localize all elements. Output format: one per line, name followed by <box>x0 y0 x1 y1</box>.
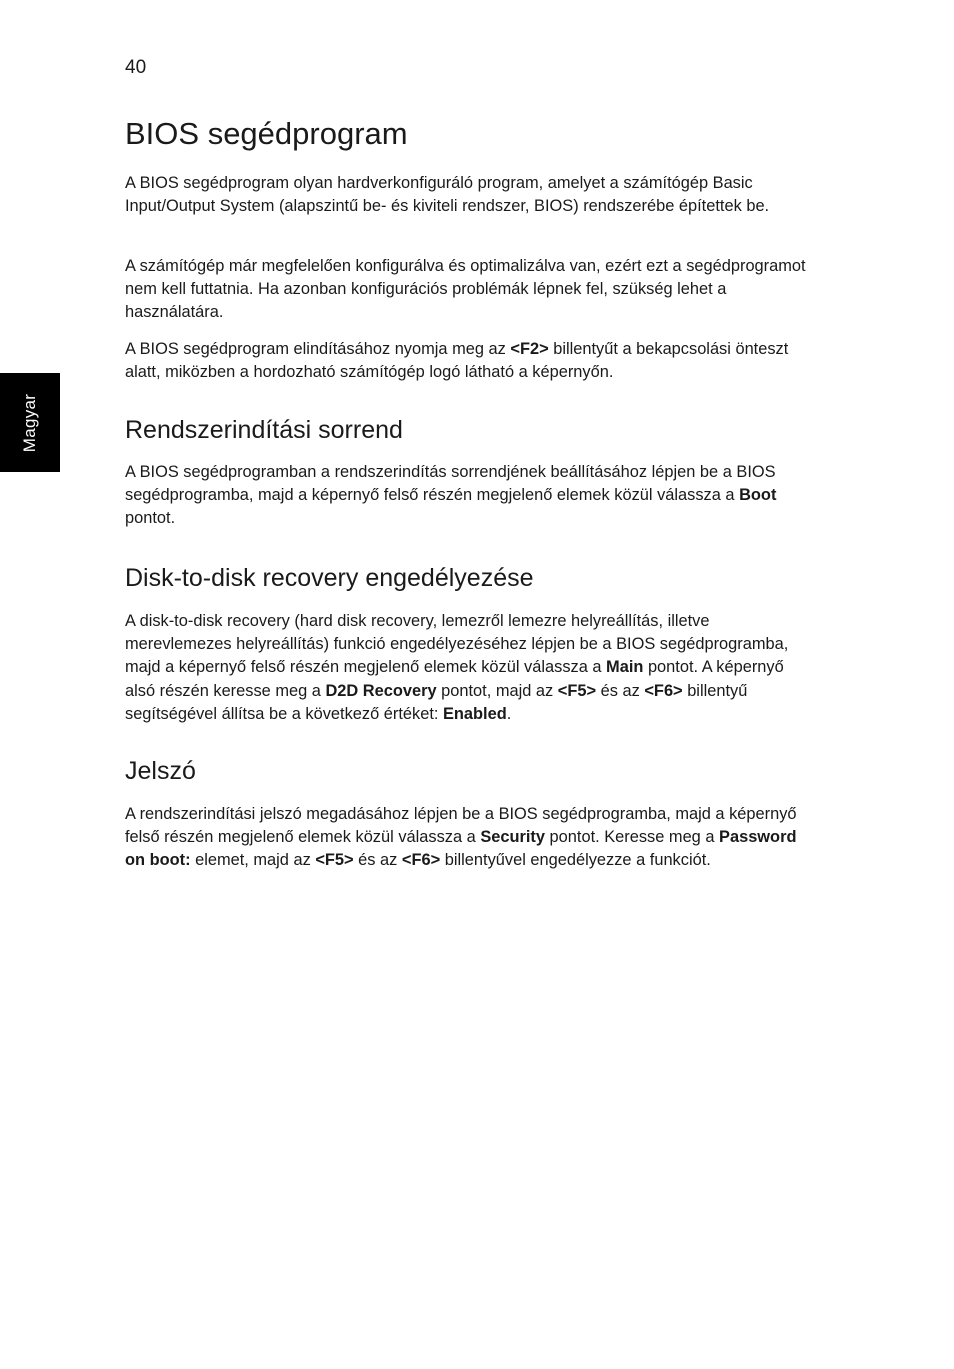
key-f5: <F5> <box>315 851 354 870</box>
d2d-paragraph: A disk-to-disk recovery (hard disk recovery, lemezről lemezre helyreállítás, illetve merevlemezes helyreállítás) funkció engedélyezéséhez lépjen be a BIOS segédprogramba, majd a képernyő felső részén megjelenő elemek közül válassza a Main pontot. A képernyő alsó részén keresse meg a D2D Recovery pontot, majd az <F5> és az <F6> billentyű segítségével állítsa be a következő értéket: Enabled. <box>125 612 789 723</box>
term-enabled: Enabled <box>442 704 507 723</box>
password-paragraph: A rendszerindítási jelszó megadásához lépjen be a BIOS segédprogramba, majd a képernyő felső részén megjelenő elemek közül válassza a Security pontot. Keresse meg a Password on boot: elemet, majd az <F5> és az <F6> billentyűvel engedélyezze a funkciót. <box>125 805 797 870</box>
term-main: Main <box>606 658 644 677</box>
key-f5: <F5> <box>557 681 597 700</box>
section-heading-d2d: Disk-to-disk recovery engedélyezése <box>125 564 534 592</box>
section-heading-boot-order: Rendszerindítási sorrend <box>125 416 403 444</box>
term-password-on-boot: Password on boot: <box>125 828 797 870</box>
key-f2: <F2> <box>510 340 549 358</box>
intro-paragraph-2: A számítógép már megfelelően konfigurálva és optimalizálva van, ezért ezt a segédprogramot nem kell futtatnia. Ha azonban konfigurációs problémák lépnek fel, szükség lehet a használatára. <box>125 257 806 322</box>
term-d2d-recovery: D2D Recovery <box>325 681 437 700</box>
boot-order-paragraph: A BIOS segédprogramban a rendszerindítás sorrendjének beállításához lépjen be a BIOS segédprogramba, majd a képernyő felső részén megjelenő elemek közül válassza a Boot pontot. <box>125 463 777 528</box>
intro-paragraph-3: A BIOS segédprogram elindításához nyomja meg az <F2> billentyűt a bekapcsolási önteszt alatt, miközben a hordozható számítógép logó látható a képernyőn. <box>125 340 789 382</box>
page-number: 40 <box>125 57 147 78</box>
section-heading-password: Jelszó <box>125 757 196 785</box>
page-title: BIOS segédprogram <box>125 116 408 151</box>
language-side-tab <box>0 373 60 472</box>
intro-paragraph-1: A BIOS segédprogram olyan hardverkonfiguráló program, amelyet a számítógép Basic Input/Output System (alapszintű be- és kiviteli rendszer, BIOS) rendszerébe építettek be. <box>125 174 770 216</box>
term-boot: Boot <box>739 486 777 505</box>
key-f6: <F6> <box>644 681 683 700</box>
side-tab-label: Magyar <box>20 393 39 452</box>
term-security: Security <box>480 828 545 847</box>
key-f6: <F6> <box>401 851 441 870</box>
